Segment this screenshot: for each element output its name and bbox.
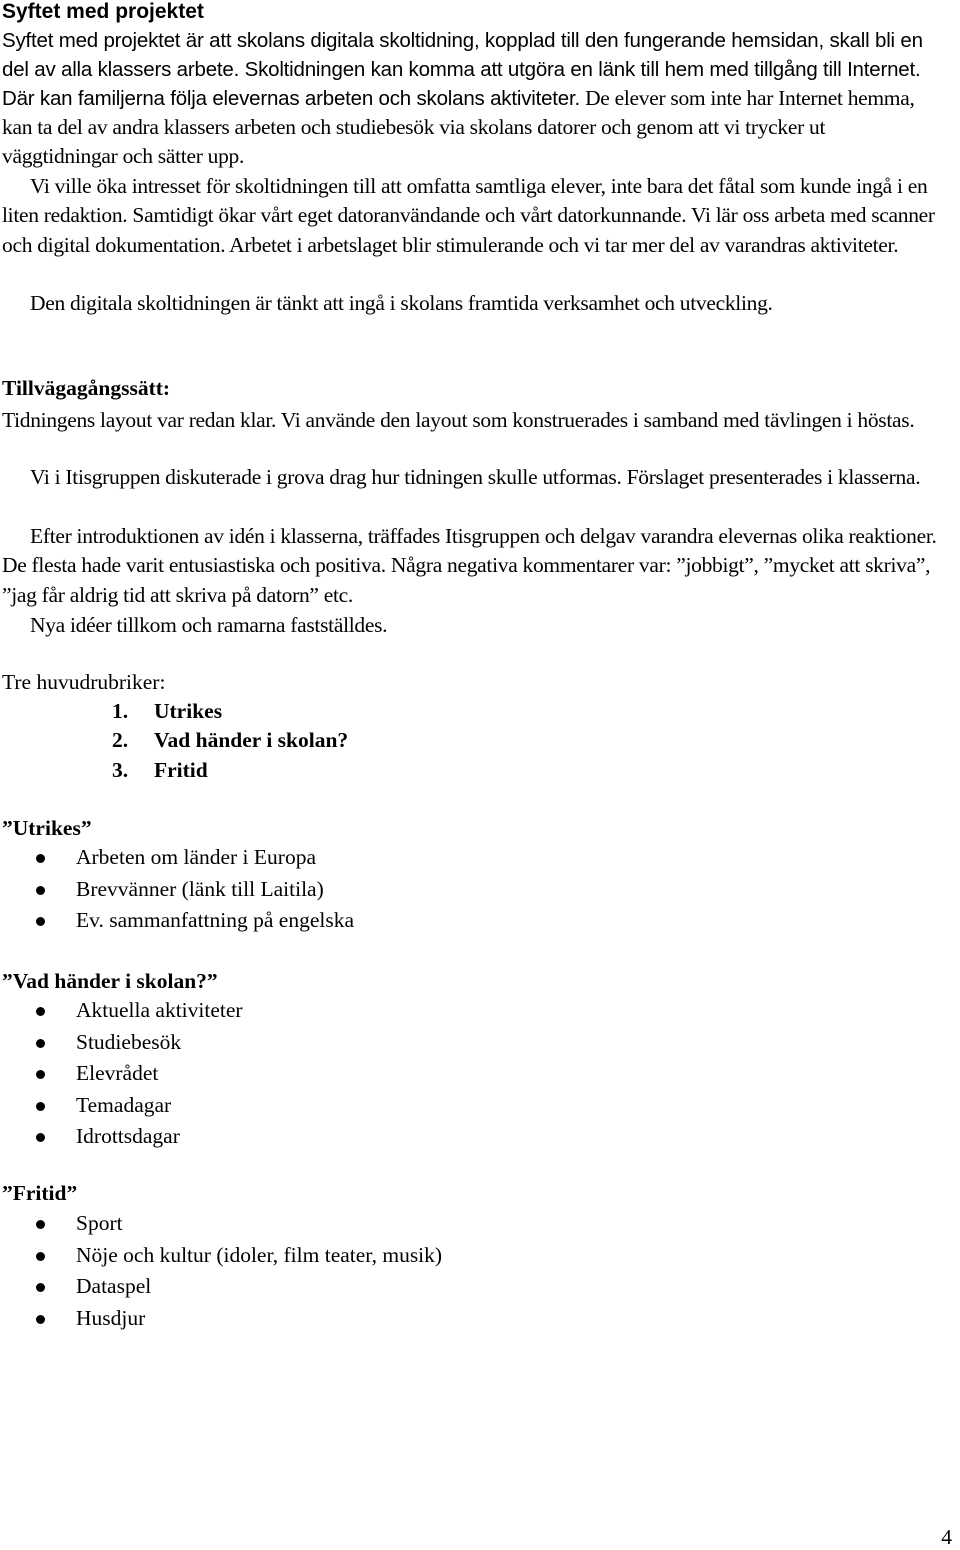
skolan-title: ”Vad händer i skolan?”: [2, 969, 218, 993]
list-text: Sport: [76, 1211, 123, 1235]
bullet-icon: [36, 1102, 45, 1111]
bullet-icon: [36, 1007, 45, 1016]
list-item: [30, 1271, 442, 1303]
bullet-icon: [36, 1133, 45, 1142]
list-item: [30, 1303, 442, 1335]
list-item: [30, 1240, 442, 1272]
section-title-syftet: Syftet med projektet: [2, 0, 204, 23]
page-number: 4: [941, 1525, 952, 1549]
list-text: Dataspel: [76, 1274, 152, 1299]
list-text: Vad händer i skolan?: [154, 728, 349, 753]
syftet-paragraph-3: Den digitala skoltidningen är tänkt att ingå i skolans framtida verksamhet och utveckling.: [30, 291, 773, 315]
utrikes-title: ”Utrikes”: [2, 816, 92, 840]
list-text: Utrikes: [154, 699, 223, 723]
list-text: Temadagar: [76, 1092, 172, 1117]
bullet-icon: [36, 1283, 45, 1292]
tillv-paragraph-3: Efter introduktionen av idén i klasserna, träffades Itisgruppen och delgav varandra elevernas olika reaktioner. De flesta hade varit entusiastiska och positiva. Några negativa kommentarer var: ”jobbigt”, ”mycket att skriva”, ”jag får aldrig tid att skriva på datorn” etc.: [2, 524, 937, 607]
list-text: Fritid: [154, 757, 208, 782]
bullet-icon: [36, 886, 45, 895]
list-item: [30, 874, 354, 906]
list-text: Elevrådet: [76, 1061, 159, 1086]
list-item: [30, 1208, 442, 1240]
list-number: 3.: [112, 757, 129, 782]
syftet-paragraph-1-cont: De elever som inte har Internet hemma, kan ta del av andra klassers arbeten och studiebesök via skolans datorer och genom att vi trycker ut väggtidningar och sätter upp.: [2, 86, 915, 168]
list-item: [30, 995, 243, 1027]
rubriker-label: Tre huvudrubriker:: [2, 670, 166, 694]
tillv-paragraph-4: Nya idéer tillkom och ramarna fastställdes.: [30, 613, 388, 637]
section-title-tillvagagangssatt: Tillvägagångssätt:: [2, 376, 171, 400]
skolan-list: [30, 995, 243, 1153]
list-text: Studiebesök: [76, 1029, 182, 1054]
bullet-icon: [36, 1070, 45, 1079]
list-text: Nöje och kultur (idoler, film teater, musik): [76, 1242, 443, 1267]
syftet-paragraph-1: [2, 26, 942, 171]
tillv-paragraph-2: Vi i Itisgruppen diskuterade i grova drag hur tidningen skulle utformas. Förslaget presenterades i klasserna.: [30, 465, 921, 489]
bullet-icon: [36, 1039, 45, 1048]
bullet-icon: [36, 917, 45, 926]
rubriker-list-item: [112, 756, 348, 785]
tillv-paragraph-1: Tidningens layout var redan klar. Vi använde den layout som konstruerades i samband med tävlingen i höstas.: [2, 408, 915, 432]
bullet-icon: [36, 1315, 45, 1324]
bullet-icon: [36, 854, 45, 863]
list-item: [30, 905, 354, 937]
list-item: [30, 1121, 243, 1153]
list-text: Arbeten om länder i Europa: [76, 845, 316, 869]
rubriker-list-item: [112, 697, 348, 726]
list-item: [30, 1027, 243, 1059]
list-text: Husdjur: [76, 1305, 146, 1330]
bullet-icon: [36, 1220, 45, 1229]
syftet-paragraph-2: Vi ville öka intresset för skoltidningen till att omfatta samtliga elever, inte bara det fåtal som kunde ingå i en liten redaktion. Samtidigt ökar vårt eget datoranvändande och vårt datorkunnande. Vi lär oss arbeta med scanner och digital dokumentation. Arbetet i arbetslaget blir stimulerande och vi tar mer del av varandras aktiviteter.: [2, 174, 935, 257]
list-number: 1.: [112, 699, 129, 723]
rubriker-list: [112, 697, 348, 785]
syftet-paragraph-1-text: Syftet med projektet är att skolans digitala skoltidning, kopplad till den fungerande hemsidan, skall bli en del av alla klassers arbete. Skoltidningen kan komma att utgöra en länk till hem med tillgång till Internet. Där kan familjerna följa elevernas arbeten och skolans aktiviteter.: [2, 29, 923, 110]
bullet-icon: [36, 1252, 45, 1261]
fritid-list: [30, 1208, 442, 1334]
list-text: Idrottsdagar: [76, 1124, 180, 1149]
utrikes-list: [30, 842, 354, 937]
list-item: [30, 842, 354, 874]
list-number: 2.: [112, 728, 129, 753]
list-text: Ev. sammanfattning på engelska: [76, 908, 355, 933]
list-text: Brevvänner (länk till Laitila): [76, 876, 324, 901]
fritid-title: ”Fritid”: [2, 1181, 78, 1205]
rubriker-list-item: [112, 726, 348, 755]
list-item: [30, 1058, 243, 1090]
list-item: [30, 1090, 243, 1122]
list-text: Aktuella aktiviteter: [76, 998, 243, 1022]
